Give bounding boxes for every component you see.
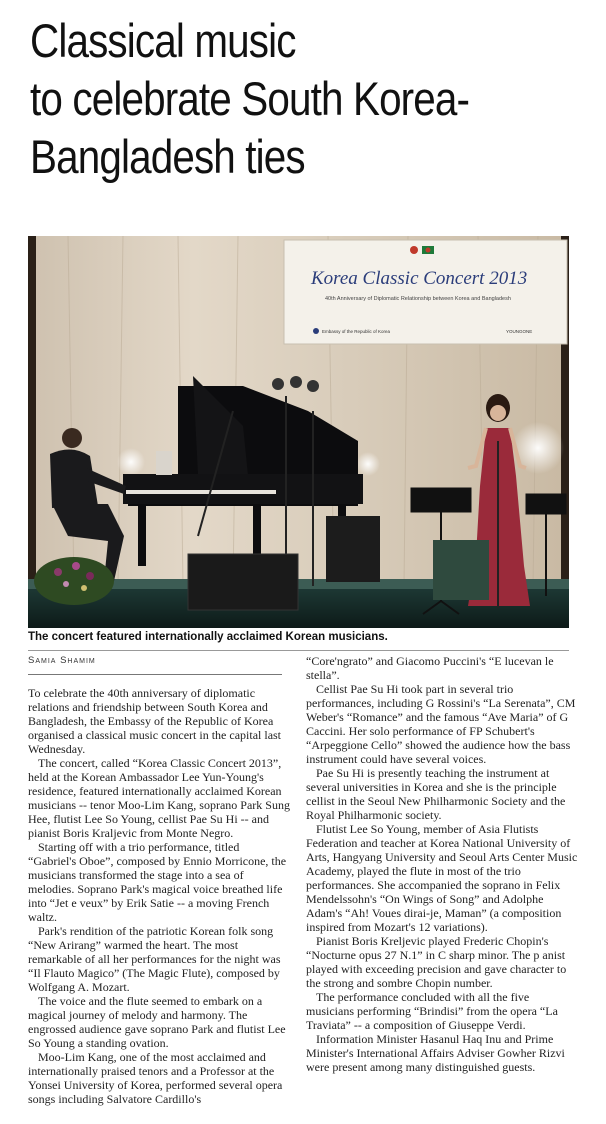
headline: Classical music to celebrate South Korea- Bangladesh ties — [30, 14, 470, 183]
banner-footer-right: YOUNGONE — [506, 329, 533, 334]
paragraph: The performance concluded with all the five musicians performing “Brindisi” from the opera “La Traviata” -- a composition of Giuseppe Verdi. — [306, 990, 558, 1032]
paragraph: “Core'ngrato” and Giacomo Puccini's “E lucevan le stella”. — [306, 654, 554, 682]
paragraph: Moo-Lim Kang, one of the most acclaimed and internationally praised tenors and a Professor at the Yonsei University of Korea, performed several opera songs including Salvatore Cardillo's — [28, 1050, 283, 1106]
banner-footer-left: Embassy of the Republic of Korea — [322, 329, 391, 334]
paragraph: Information Minister Hasanul Haq Inu and Prime Minister's International Affairs Adviser Gowher Rizvi were present among many distinguished guests. — [306, 1032, 565, 1074]
paragraph: Pae Su Hi is presently teaching the instrument at several universities in Korea and she is the principle cellist in the Seoul New Philharmonic Society and the Royal Philharmonic society. — [306, 766, 566, 822]
paragraph: The voice and the flute seemed to embark on a magical journey of melody and harmony. The engrossed audience gave soprano Park and flutist Lee So Young a standing ovation. — [28, 994, 286, 1050]
flower-arrangement — [34, 557, 114, 605]
caption-divider — [28, 650, 569, 651]
paragraph: To celebrate the 40th anniversary of diplomatic relations and friendship between South Korea and Bangladesh, the Embassy of the Republic of Korea organised a classical music concert in the capital last Wednesday. — [28, 686, 282, 756]
article-column-2 — [306, 654, 578, 1074]
concert-banner — [284, 240, 567, 344]
concert-photo — [28, 236, 569, 628]
photo-caption: The concert featured internationally acclaimed Korean musicians. — [28, 631, 388, 643]
article-column-1 — [28, 686, 290, 1106]
paragraph: Flutist Lee So Young, member of Asia Flutists Federation and teacher at Korea National University of Arts, Hangyang University and Seoul Arts Center Music Academy, played the flute in most of the trio performances. She accompanied the soprano in Felix Mendelssohn's “On Wings of Song” and Adolphe Adam's “Ah! Voues dirai-je, Maman” (a composition inspired from Mozart's 12 variations). — [306, 822, 578, 934]
byline: Samia Shamim — [28, 655, 96, 666]
banner-subtitle: 40th Anniversary of Diplomatic Relationship between Korea and Bangladesh — [325, 296, 511, 302]
paragraph: Pianist Boris Kreljevic played Frederic Chopin's “Nocturne opus 27 N.1” in C sharp minor. The p anist played with exceeding precision and gave character to the strong and sombre Chopin number. — [306, 934, 567, 990]
paragraph: The concert, called “Korea Classic Concert 2013”, held at the Korean Ambassador Lee Yun-Young's residence, featured internationally acclaimed Korean musicians -- tenor Moo-Lim Kang, soprano Park Sung Hee, flutist Lee So Young, cellist Pae Su Hi -- and pianist Boris Kraljevic from Monte Negro. — [28, 756, 290, 840]
paragraph: Cellist Pae Su Hi took part in several trio performances, including G Rossini's “La Serenata”, CM Weber's “Romance” and the famous “Ave Maria” of G Caccini. Her solo performance of FP Schubert's “Arpeggione Cello” showed the audience how the bass instrument could have several voices. — [306, 682, 576, 766]
banner-title: Korea Classic Concert 2013 — [311, 268, 528, 289]
byline-divider — [28, 674, 282, 675]
paragraph: Park's rendition of the patriotic Korean folk song “New Arirang” warmed the heart. The most remarkable of all her performances for the night was “Il Flauto Magico” (The Magic Flute), composed by Wolfgang A. Mozart. — [28, 924, 281, 994]
paragraph: Starting off with a trio performance, titled “Gabriel's Oboe”, composed by Ennio Morricone, the musicians transformed the stage into a sea of melodies. Soprano Park's magical voice breathed life into “Jet e veux” by Erik Satie -- a moving French waltz. — [28, 840, 287, 924]
